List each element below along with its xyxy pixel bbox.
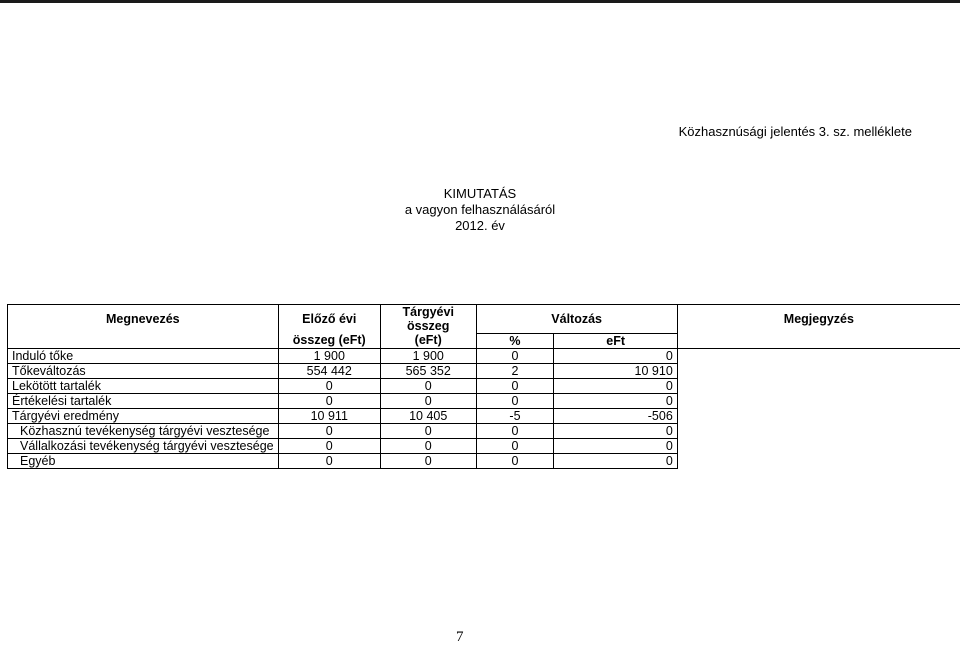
row-prev: 0 <box>278 393 380 408</box>
row-pct: -5 <box>476 408 554 423</box>
header-name: Megnevezés <box>8 305 279 334</box>
row-eft: 0 <box>554 423 677 438</box>
row-note <box>677 423 960 438</box>
header-change-eft: eFt <box>554 333 677 348</box>
asset-usage-table <box>7 304 960 469</box>
row-curr: 10 405 <box>380 408 476 423</box>
row-eft: 0 <box>554 348 677 363</box>
table-row <box>8 348 960 363</box>
row-name: Induló tőke <box>8 348 279 363</box>
row-note <box>677 453 960 468</box>
row-prev: 1 900 <box>278 348 380 363</box>
top-rule <box>0 0 960 3</box>
row-note <box>677 393 960 408</box>
row-note <box>677 378 960 393</box>
row-pct: 0 <box>476 378 554 393</box>
row-prev: 10 911 <box>278 408 380 423</box>
row-curr: 1 900 <box>380 348 476 363</box>
row-pct: 0 <box>476 453 554 468</box>
row-curr: 0 <box>380 453 476 468</box>
row-eft: -506 <box>554 408 677 423</box>
header-prev-2: összeg (eFt) <box>278 333 380 348</box>
row-name: Lekötött tartalék <box>8 378 279 393</box>
row-eft: 0 <box>554 438 677 453</box>
row-eft: 0 <box>554 453 677 468</box>
header-curr-1: Tárgyévi összeg <box>380 305 476 334</box>
row-note <box>677 363 960 378</box>
table-row <box>8 453 960 468</box>
header-name-cont <box>8 333 279 348</box>
table-row <box>8 378 960 393</box>
row-eft: 10 910 <box>554 363 677 378</box>
header-change: Változás <box>476 305 677 334</box>
row-eft: 0 <box>554 393 677 408</box>
page-number: 7 <box>456 629 464 645</box>
row-name: Tőkeváltozás <box>8 363 279 378</box>
header-prev-1: Előző évi <box>278 305 380 334</box>
row-name: Közhasznú tevékenység tárgyévi vesztesége <box>8 423 279 438</box>
table-row <box>8 423 960 438</box>
row-prev: 554 442 <box>278 363 380 378</box>
row-prev: 0 <box>278 438 380 453</box>
row-curr: 0 <box>380 438 476 453</box>
row-pct: 0 <box>476 348 554 363</box>
row-pct: 2 <box>476 363 554 378</box>
row-pct: 0 <box>476 438 554 453</box>
row-prev: 0 <box>278 453 380 468</box>
row-name: Értékelési tartalék <box>8 393 279 408</box>
row-note <box>677 438 960 453</box>
row-eft: 0 <box>554 378 677 393</box>
row-note <box>677 408 960 423</box>
row-name: Tárgyévi eredmény <box>8 408 279 423</box>
row-prev: 0 <box>278 423 380 438</box>
title-line-1: KIMUTATÁS <box>443 186 517 201</box>
table-row <box>8 408 960 423</box>
title-line-2: a vagyon felhasználásáról <box>404 202 556 217</box>
row-curr: 0 <box>380 393 476 408</box>
table-row <box>8 438 960 453</box>
row-pct: 0 <box>476 423 554 438</box>
row-curr: 0 <box>380 423 476 438</box>
table-row <box>8 393 960 408</box>
table-row <box>8 363 960 378</box>
header-change-pct: % <box>476 333 554 348</box>
header-curr-2: (eFt) <box>380 333 476 348</box>
annex-label: Közhasznúsági jelentés 3. sz. melléklete <box>678 124 912 139</box>
report-title <box>0 186 960 234</box>
header-note-cont <box>677 333 960 348</box>
row-name: Vállalkozási tevékenység tárgyévi vesztesége <box>8 438 279 453</box>
title-line-3: 2012. év <box>455 218 505 233</box>
row-curr: 565 352 <box>380 363 476 378</box>
row-pct: 0 <box>476 393 554 408</box>
row-name: Egyéb <box>8 453 279 468</box>
header-note: Megjegyzés <box>677 305 960 334</box>
row-curr: 0 <box>380 378 476 393</box>
row-prev: 0 <box>278 378 380 393</box>
row-note <box>677 348 960 363</box>
